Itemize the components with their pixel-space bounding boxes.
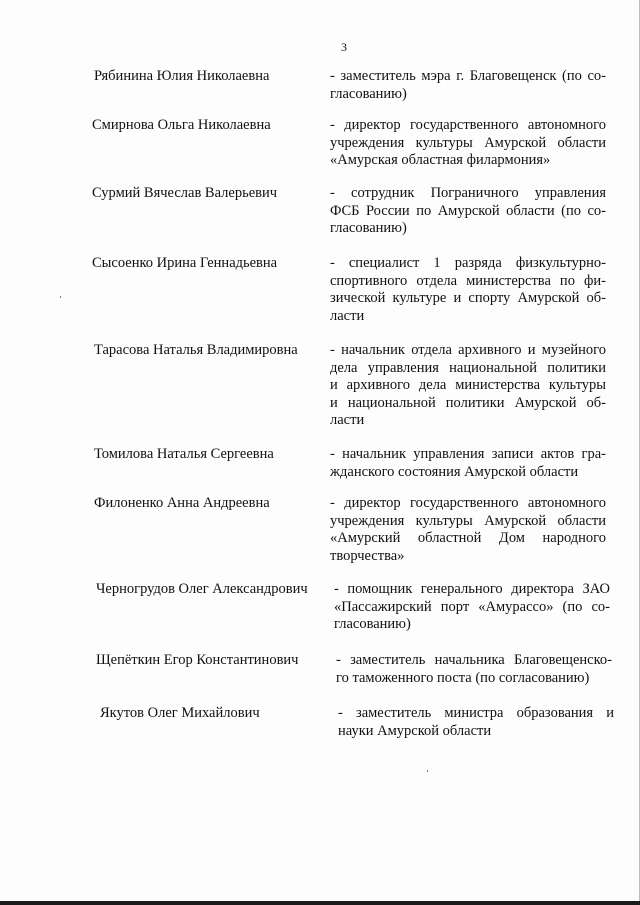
position-line: го таможенного поста (по согласованию)	[336, 669, 590, 686]
member-position	[334, 581, 610, 634]
member-position	[330, 117, 606, 170]
member-name: Черногрудов Олег Александрович	[96, 581, 308, 597]
member-position	[336, 652, 612, 687]
position-line: - начальник управления записи актов гра-	[330, 446, 606, 462]
member-name: Сысоенко Ирина Геннадьевна	[92, 255, 278, 271]
position-line: - директор государственного автономного	[330, 495, 606, 511]
member-name: Филоненко Анна Андреевна	[94, 495, 270, 511]
scan-speck	[60, 296, 61, 298]
position-line: гласованию)	[334, 616, 411, 632]
position-line: ФСБ России по Амурской области (по со-	[330, 202, 606, 219]
position-line: - заместитель мэра г. Благовещенск (по со-	[330, 68, 606, 84]
position-line: зической культуре и спорту Амурской об-	[330, 290, 606, 306]
position-line: - директор государственного автономного	[330, 117, 606, 133]
position-line: и архивного дела министерства культуры	[330, 377, 606, 393]
member-name: Томилова Наталья Сергеевна	[94, 446, 274, 462]
member-position	[338, 705, 614, 740]
member-name: Рябинина Юлия Николаевна	[94, 68, 270, 84]
position-line: науки Амурской области	[338, 722, 492, 739]
position-line: «Пассажирский порт «Амурассо» (по со-	[334, 598, 610, 615]
member-position	[330, 185, 606, 238]
position-line: «Амурский областной Дом народного	[330, 530, 606, 546]
member-name: Сурмий Вячеслав Валерьевич	[92, 185, 278, 201]
page-number: 3	[341, 40, 347, 54]
position-line: ласти	[330, 412, 365, 428]
member-name: Тарасова Наталья Владимировна	[94, 342, 298, 358]
member-position	[330, 495, 606, 565]
position-line: дела управления национальной политики	[330, 359, 606, 376]
member-position	[330, 68, 606, 103]
member-position	[330, 255, 606, 325]
position-line: - специалист 1 разряда физкультурно-	[330, 255, 606, 271]
position-line: - начальник отдела архивного и музейного	[330, 342, 606, 358]
member-name: Щепёткин Егор Константинович	[96, 652, 299, 668]
position-line: спортивного отдела министерства по фи-	[330, 272, 606, 289]
position-line: - сотрудник Пограничного управления	[330, 185, 606, 201]
position-line: «Амурская областная филармония»	[330, 152, 551, 168]
position-line: жданского состояния Амурской области	[330, 463, 579, 480]
position-line: учреждения культуры Амурской области	[330, 134, 606, 151]
position-line: ласти	[330, 307, 365, 324]
position-line: учреждения культуры Амурской области	[330, 512, 606, 529]
position-line: гласованию)	[330, 220, 407, 236]
scan-edge-bottom	[0, 901, 640, 905]
member-name: Якутов Олег Михайлович	[100, 705, 260, 721]
member-name: Смирнова Ольга Николаевна	[92, 117, 271, 133]
position-line: и национальной политики Амурской об-	[330, 394, 606, 411]
position-line: творчества»	[330, 547, 405, 564]
position-line: - заместитель министра образования и	[338, 705, 614, 721]
scan-speck	[427, 770, 428, 772]
position-line: - заместитель начальника Благовещенско-	[336, 652, 612, 668]
position-line: - помощник генерального директора ЗАО	[334, 581, 610, 597]
member-position	[330, 342, 606, 430]
position-line: гласованию)	[330, 85, 407, 102]
member-position	[330, 446, 606, 481]
